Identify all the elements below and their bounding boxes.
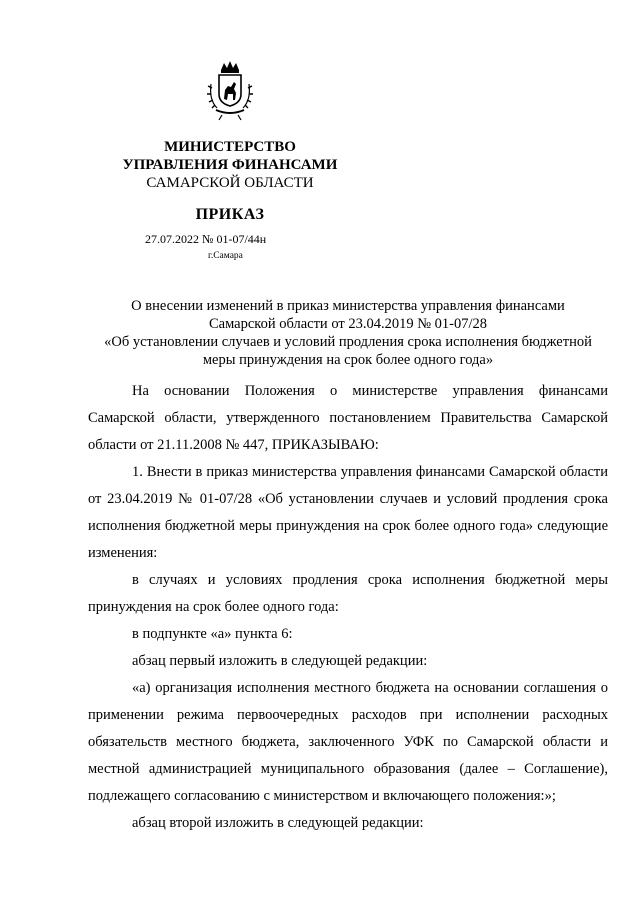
document-type-title: ПРИКАЗ [195, 206, 265, 223]
subject-line-4: меры принуждения на срок более одного года» [202, 352, 494, 368]
org-line-2: УПРАВЛЕНИЯ ФИНАНСАМИ [122, 157, 338, 173]
organization-name [90, 138, 370, 192]
paragraph-basis: На основании Положения о министерстве управления финансами Самарской области, утвержденного постановлением Правительства Самарской области от 21.11.2008 № 447, ПРИКАЗЫВАЮ: [88, 383, 608, 453]
order-date-number: 27.07.2022 № 01-07/44н [145, 232, 267, 246]
subject-line-2: Самарской области от 23.04.2019 № 01-07/28 [208, 316, 488, 332]
order-body [88, 378, 608, 837]
org-line-3: САМАРСКОЙ ОБЛАСТИ [146, 175, 314, 191]
paragraph-subitem-a: в подпункте «а» пункта 6: [132, 626, 293, 642]
paragraph-item-1: 1. Внести в приказ министерства управления финансами Самарской области от 23.04.2019 № 01-07/28 «Об установлении случаев и условий продления срока исполнения бюджетной меры принуждения на срок более одного года» следующие изменения: [88, 464, 608, 561]
subject-line-1: О внесении изменений в приказ министерства управления финансами [131, 298, 565, 314]
paragraph-second-abzac: абзац второй изложить в следующей редакции: [132, 815, 424, 831]
org-line-1: МИНИСТЕРСТВО [164, 139, 296, 155]
issue-city: г.Самара [208, 251, 243, 261]
paragraph-first-abzac: абзац первый изложить в следующей редакции: [132, 653, 428, 669]
subject-line-3: «Об установлении случаев и условий продления срока исполнения бюджетной [104, 334, 592, 350]
paragraph-cases: в случаях и условиях продления срока исполнения бюджетной меры принуждения на срок более одного года: [88, 572, 608, 615]
paragraph-new-text: «а) организация исполнения местного бюджета на основании соглашения о применении режима первоочередных расходов при исполнении расходных обязательств местного бюджета, заключенного УФК по Самарской области и местной администрацией муниципального образования (далее – Соглашение), подлежащего согласованию с министерством и включающего положения:»; [88, 680, 608, 804]
samara-coat-of-arms-icon [202, 60, 258, 122]
order-subject [88, 297, 608, 369]
